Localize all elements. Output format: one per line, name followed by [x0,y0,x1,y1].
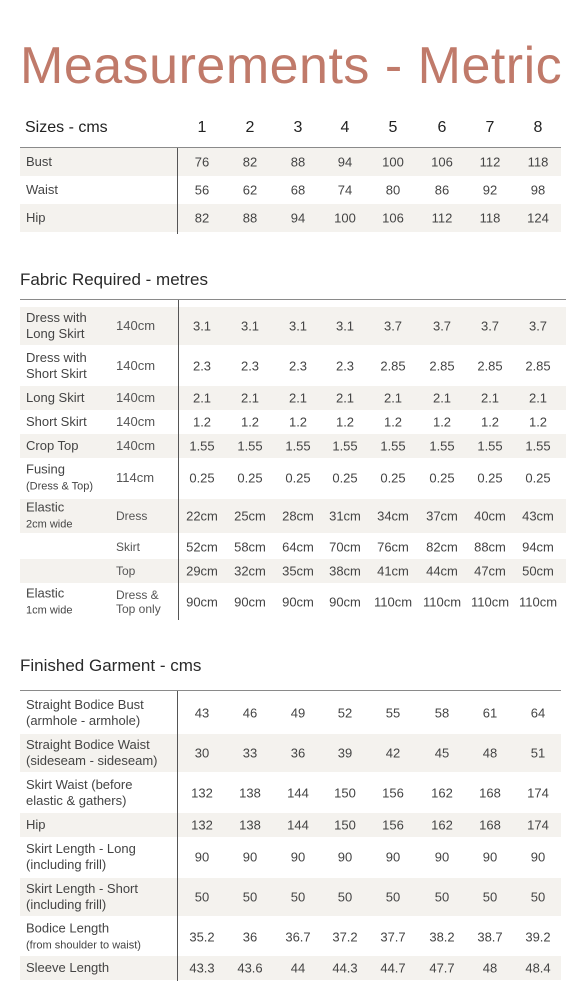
table-cell: 94 [337,154,353,170]
table-cell: 94 [290,210,306,226]
finished-divider [177,691,178,981]
table-cell: 43.6 [237,960,263,976]
table-cell: 90 [194,849,210,865]
table-cell: 144 [287,817,309,833]
table-cell: 100 [382,154,404,170]
table-cell: 56 [194,182,210,198]
table-cell: 80 [385,182,401,198]
table-cell: 1.2 [288,414,308,430]
table-cell: 106 [382,210,404,226]
table-cell: 52 [337,705,353,721]
table-cell: 3.7 [383,318,403,334]
table-cell: 1.55 [237,438,263,454]
row-label: Fusing (Dress & Top) [26,461,94,493]
row-label: Dress with Short Skirt [26,350,87,381]
row-label: Short Skirt [26,414,87,429]
table-cell: 110cm [422,594,462,610]
table-cell: 52cm [186,539,218,555]
row-sublabel: 140cm [116,438,156,453]
table-cell: 0.25 [237,470,263,486]
table-cell: 49 [290,705,306,721]
table-cell: 0.25 [477,470,503,486]
table-cell: 168 [479,785,501,801]
table-cell: 82 [242,154,258,170]
table-cell: 110cm [470,594,510,610]
row-label: Elastic 1cm wide [26,585,73,617]
table-cell: 70cm [329,539,361,555]
row-label-note: (Dress & Top) [26,480,94,493]
table-cell: 3.7 [528,318,548,334]
table-cell: 2.85 [525,358,551,374]
size-header: 5 [388,119,398,136]
table-cell: 162 [431,817,453,833]
table-cell: 90 [482,849,498,865]
table-cell: 2.1 [383,390,403,406]
table-cell: 39.2 [525,929,551,945]
table-cell: 43 [194,705,210,721]
table-cell: 33 [242,745,258,761]
table-cell: 2.1 [528,390,548,406]
table-cell: 34cm [377,508,409,524]
table-cell: 30 [194,745,210,761]
table-cell: 37.7 [380,929,406,945]
table-cell: 0.25 [189,470,215,486]
row-label: Hip [26,210,46,225]
row-sublabel: Dress & Top only [116,588,161,616]
table-cell: 2.3 [288,358,308,374]
table-cell: 132 [191,785,213,801]
table-cell: 112 [431,210,453,226]
table-cell: 50 [385,889,401,905]
table-cell: 112 [479,154,501,170]
table-cell: 90cm [186,594,218,610]
row-label: Skirt Length - Long (including frill) [26,841,136,872]
table-cell: 110cm [373,594,413,610]
table-cell: 50 [242,889,258,905]
row-label: Skirt Waist (before elastic & gathers) [26,777,133,808]
table-cell: 43cm [522,508,554,524]
table-cell: 22cm [186,508,218,524]
row-sublabel: 140cm [116,318,156,333]
table-cell: 88cm [474,539,506,555]
table-cell: 3.1 [192,318,212,334]
size-header: 4 [340,119,350,136]
table-cell: 64 [530,705,546,721]
table-cell: 3.7 [432,318,452,334]
table-cell: 2.1 [480,390,500,406]
table-cell: 46 [242,705,258,721]
table-cell: 2.85 [380,358,406,374]
table-cell: 62 [242,182,258,198]
table-cell: 45 [434,745,450,761]
table-cell: 98 [530,182,546,198]
table-cell: 50cm [522,563,554,579]
table-cell: 2.85 [429,358,455,374]
table-cell: 44.3 [332,960,358,976]
table-cell: 47cm [474,563,506,579]
table-cell: 168 [479,817,501,833]
table-cell: 156 [382,817,404,833]
row-label: Long Skirt [26,390,85,405]
table-cell: 28cm [282,508,314,524]
table-cell: 25cm [234,508,266,524]
table-cell: 1.2 [240,414,260,430]
row-sublabel: 114cm [116,470,155,485]
table-cell: 1.2 [192,414,212,430]
table-cell: 162 [431,785,453,801]
table-cell: 44cm [426,563,458,579]
table-cell: 90cm [282,594,314,610]
table-cell: 90 [290,849,306,865]
table-cell: 48 [482,745,498,761]
table-cell: 106 [431,154,453,170]
table-cell: 2.85 [477,358,503,374]
table-cell: 118 [527,154,549,170]
row-label: Dress with Long Skirt [26,310,87,341]
row-sublabel: 140cm [116,390,156,405]
row-sublabel: 140cm [116,414,156,429]
table-cell: 1.55 [189,438,215,454]
table-cell: 86 [434,182,450,198]
fabric-top-rule [20,299,566,300]
table-cell: 55 [385,705,401,721]
table-cell: 61 [482,705,498,721]
table-cell: 92 [482,182,498,198]
table-cell: 156 [382,785,404,801]
table-cell: 144 [287,785,309,801]
row-sublabel: Skirt [116,540,140,554]
row-label: Straight Bodice Waist (sideseam - sideseam) [26,737,158,768]
table-cell: 50 [337,889,353,905]
table-cell: 76cm [377,539,409,555]
row-label: Skirt Length - Short (including frill) [26,881,138,912]
table-cell: 1.55 [477,438,503,454]
table-cell: 36 [242,929,258,945]
row-label: Waist [26,182,59,197]
table-cell: 38cm [329,563,361,579]
table-cell: 42 [385,745,401,761]
table-cell: 50 [194,889,210,905]
sizes-divider [177,148,178,234]
table-cell: 0.25 [429,470,455,486]
table-cell: 138 [239,785,261,801]
table-cell: 0.25 [380,470,406,486]
table-cell: 174 [527,817,549,833]
row-sublabel: 140cm [116,358,156,373]
table-cell: 1.2 [432,414,452,430]
table-cell: 110cm [518,594,558,610]
table-cell: 150 [334,817,356,833]
table-cell: 68 [290,182,306,198]
size-header: 3 [293,119,303,136]
table-cell: 51 [530,745,546,761]
row-label: Elastic 2cm wide [26,499,73,531]
size-header: 7 [485,119,495,136]
table-cell: 50 [530,889,546,905]
table-cell: 2.1 [432,390,452,406]
row-label: Bodice Length (from shoulder to waist) [26,920,141,952]
row-label: Hip [26,817,46,832]
table-cell: 48 [482,960,498,976]
table-cell: 40cm [474,508,506,524]
table-cell: 2.3 [240,358,260,374]
page-title: Measurements - Metric [20,37,563,95]
fabric-section-title: Fabric Required - metres [20,270,209,289]
table-cell: 1.2 [383,414,403,430]
table-cell: 90 [434,849,450,865]
table-cell: 1.2 [528,414,548,430]
size-header: 1 [197,119,207,136]
size-header: 8 [533,119,543,136]
table-cell: 41cm [377,563,409,579]
table-cell: 88 [242,210,258,226]
table-cell: 74 [337,182,353,198]
table-cell: 2.1 [288,390,308,406]
size-header: 6 [437,119,447,136]
table-cell: 0.25 [525,470,551,486]
table-cell: 3.1 [240,318,260,334]
table-cell: 2.1 [335,390,355,406]
row-label-note: (from shoulder to waist) [26,939,141,952]
table-cell: 94cm [522,539,554,555]
table-cell: 50 [482,889,498,905]
table-cell: 3.1 [288,318,308,334]
table-cell: 50 [290,889,306,905]
finished-section-title: Finished Garment - cms [20,656,202,675]
table-cell: 44.7 [380,960,406,976]
table-cell: 132 [191,817,213,833]
table-cell: 3.1 [335,318,355,334]
table-cell: 150 [334,785,356,801]
table-cell: 2.1 [192,390,212,406]
table-cell: 118 [479,210,501,226]
table-cell: 82cm [426,539,458,555]
table-cell: 90 [530,849,546,865]
table-cell: 2.3 [335,358,355,374]
table-cell: 64cm [282,539,314,555]
table-cell: 47.7 [429,960,455,976]
table-cell: 1.55 [429,438,455,454]
table-cell: 36 [290,745,306,761]
table-cell: 88 [290,154,306,170]
fabric-divider [178,300,179,620]
table-cell: 32cm [234,563,266,579]
table-cell: 90cm [234,594,266,610]
table-cell: 124 [527,210,549,226]
table-cell: 35.2 [189,929,215,945]
table-cell: 2.1 [240,390,260,406]
table-cell: 138 [239,817,261,833]
row-label-note: 1cm wide [26,604,73,617]
table-cell: 48.4 [525,960,551,976]
table-cell: 100 [334,210,356,226]
table-cell: 38.2 [429,929,455,945]
row-sublabel: Top [116,564,136,578]
table-cell: 1.55 [285,438,311,454]
table-cell: 90 [337,849,353,865]
table-cell: 0.25 [285,470,311,486]
table-cell: 50 [434,889,450,905]
table-cell: 2.3 [192,358,212,374]
table-cell: 90 [242,849,258,865]
table-cell: 38.7 [477,929,503,945]
table-cell: 36.7 [285,929,311,945]
table-cell: 1.55 [525,438,551,454]
table-cell: 1.55 [332,438,358,454]
row-label: Bust [26,154,53,169]
table-cell: 90cm [329,594,361,610]
table-cell: 35cm [282,563,314,579]
table-cell: 37cm [426,508,458,524]
size-header: 2 [245,119,255,136]
table-cell: 1.2 [480,414,500,430]
row-label-note: 2cm wide [26,518,73,531]
row-sublabel: Dress [116,509,148,523]
table-cell: 44 [290,960,306,976]
table-cell: 1.55 [380,438,406,454]
table-cell: 29cm [186,563,218,579]
table-cell: 58 [434,705,450,721]
row-label: Straight Bodice Bust (armhole - armhole) [26,697,144,728]
table-cell: 76 [194,154,210,170]
table-cell: 31cm [329,508,361,524]
row-label: Sleeve Length [26,960,110,975]
table-cell: 39 [337,745,353,761]
table-cell: 90 [385,849,401,865]
table-cell: 1.2 [335,414,355,430]
table-cell: 43.3 [189,960,215,976]
finished-top-rule [20,690,561,691]
table-cell: 0.25 [332,470,358,486]
row-label: Crop Top [26,438,79,453]
table-cell: 3.7 [480,318,500,334]
table-cell: 82 [194,210,210,226]
table-cell: 58cm [234,539,266,555]
sizes-header-label: Sizes - cms [25,119,108,136]
table-cell: 37.2 [332,929,358,945]
table-cell: 174 [527,785,549,801]
